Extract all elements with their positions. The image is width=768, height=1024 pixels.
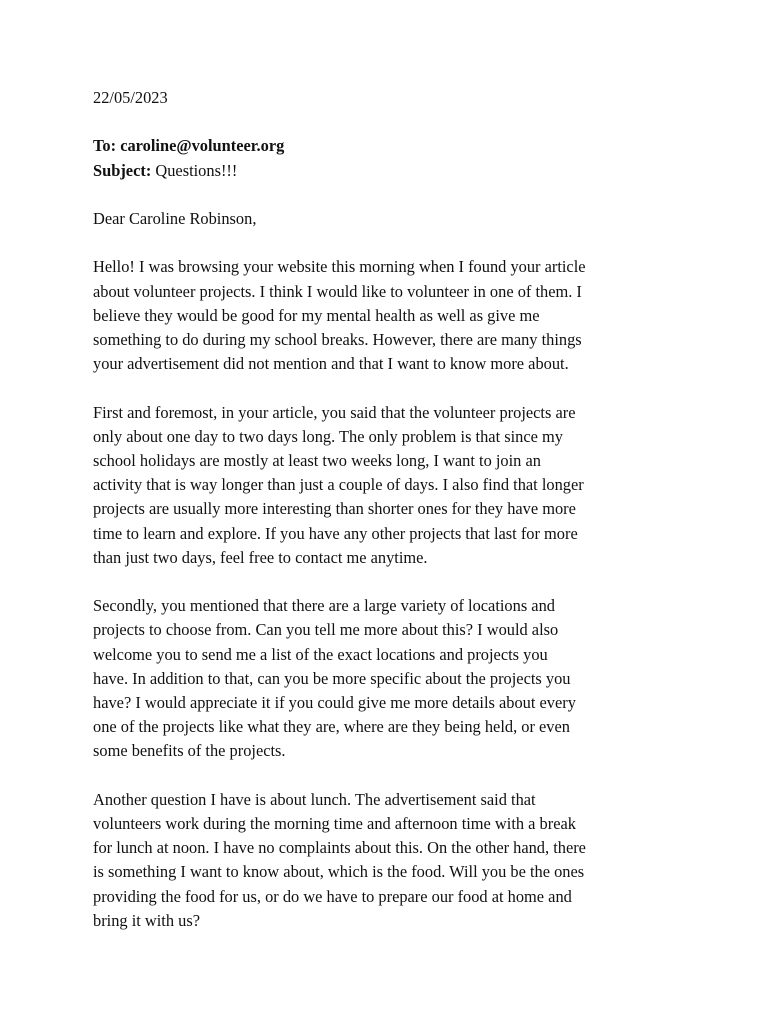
paragraph-line: your advertisement did not mention and that I want to know more about.: [93, 354, 569, 374]
paragraph-1: [93, 255, 713, 376]
spacer: [93, 376, 713, 400]
to-email: caroline@volunteer.org: [120, 136, 285, 156]
to-label: To:: [93, 136, 117, 156]
paragraph-line: is something I want to know about, which is the food. Will you be the ones: [93, 862, 585, 882]
paragraph-line: Secondly, you mentioned that there are a large variety of locations and: [93, 596, 555, 616]
paragraph-line: some benefits of the projects.: [93, 741, 286, 761]
paragraph-3: [93, 594, 713, 763]
spacer: [93, 570, 713, 594]
paragraph-line: about volunteer projects. I think I would like to volunteer in one of them. I: [93, 281, 582, 301]
paragraph-line: for lunch at noon. I have no complaints about this. On the other hand, there: [93, 838, 586, 858]
subject-label: Subject:: [93, 160, 152, 180]
spacer: [93, 231, 713, 255]
paragraph-line: than just two days, feel free to contact me anytime.: [93, 547, 428, 567]
paragraph-line: projects to choose from. Can you tell me more about this? I would also: [93, 620, 559, 640]
paragraph-line: have? I would appreciate it if you could give me more details about every: [93, 693, 576, 712]
paragraph-line: First and foremost, in your article, you said that the volunteer projects are: [93, 402, 576, 422]
paragraph-line: Hello! I was browsing your website this morning when I found your article: [93, 257, 586, 277]
spacer: [93, 764, 713, 788]
paragraph-line: believe they would be good for my mental health as well as give me: [93, 305, 540, 325]
paragraph-line: time to learn and explore. If you have any other projects that last for more: [93, 523, 578, 543]
paragraph-line: something to do during my school breaks. However, there are many things: [93, 329, 582, 349]
letter-date: 22/05/2023: [93, 88, 168, 107]
spacer: [93, 183, 713, 207]
spacer: [93, 110, 713, 134]
paragraph-4: [93, 788, 713, 933]
paragraph-line: providing the food for us, or do we have to prepare our food at home and: [93, 886, 572, 906]
subject-text: Questions!!!: [155, 160, 238, 180]
paragraph-line: bring it with us?: [93, 910, 200, 930]
paragraph-line: only about one day to two days long. The only problem is that since my: [93, 426, 563, 446]
paragraph-line: one of the projects like what they are, where are they being held, or even: [93, 717, 570, 737]
paragraph-line: activity that is way longer than just a couple of days. I also find that longer: [93, 475, 584, 495]
salutation: Dear Caroline Robinson,: [93, 208, 257, 228]
subject-line: [93, 159, 713, 183]
paragraph-line: Another question I have is about lunch. The advertisement said that: [93, 789, 536, 809]
paragraph-line: school holidays are mostly at least two weeks long, I want to join an: [93, 450, 541, 470]
paragraph-line: welcome you to send me a list of the exact locations and projects you: [93, 644, 548, 664]
paragraph-line: have. In addition to that, can you be more specific about the projects you: [93, 668, 571, 688]
recipient-line: [93, 134, 713, 158]
paragraph-2: [93, 401, 713, 570]
letter-body: [93, 86, 713, 933]
paragraph-line: projects are usually more interesting than shorter ones for they have more: [93, 499, 576, 519]
paragraph-line: volunteers work during the morning time and afternoon time with a break: [93, 814, 576, 833]
